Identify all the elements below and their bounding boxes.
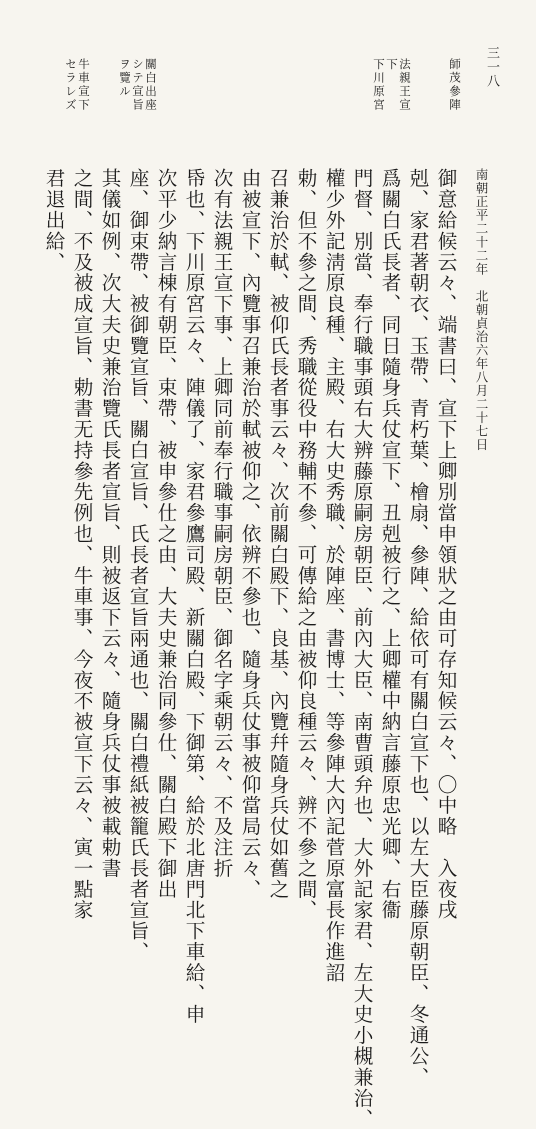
text-column: 御意給候云々、端書曰、宣下上卿別當申領狀之由可存知候云々、〇中略 入夜戌	[434, 168, 457, 921]
headnote-line: 牛車宣下	[77, 58, 91, 112]
headnote-line: 下川原宮	[372, 58, 386, 112]
headnote-2	[372, 58, 411, 112]
headnote-line: ヲ覽ル	[118, 58, 132, 99]
text-column: 帋也、下川原宮云々、陣儀了、家君參鷹司殿、新關白殿、下御第、給於北唐門北下車給、申	[182, 168, 205, 1025]
text-column: 門督、別當、奉行職事頭右大辨藤原嗣房朝臣、前內大臣、南曹頭弁也、大外記家君、左大史小槻兼治、	[350, 168, 373, 1129]
text-column: 召兼治於軾、被仰氏長者事云々、次前關白殿下、良基、內覽幷隨身兵仗如舊之	[266, 168, 289, 900]
text-column: 爲關白氏長者、同日隨身兵仗宣下、丑剋被行之、上卿權中納言藤原忠光卿、右衞	[378, 168, 401, 921]
text-column: 君退出給、	[42, 168, 65, 273]
headnote-line: セラレズ	[64, 58, 78, 112]
running-head: 南朝正平二十二年 北朝貞治六年八月二十七日	[474, 168, 489, 452]
text-column: 勅、但不參之間、秀職從役中務輔不參、可傳給之由被仰良種云々、辨不參之間、	[294, 168, 317, 921]
text-column: 由被宣下、內覽事召兼治於軾被仰之、依辨不參也、隨身兵仗事被仰當局云々、	[238, 168, 261, 900]
text-column: 權少外記淸原良種、主殿、右大史秀職、於陣座、書博士、等參陣大內記菅原富長作進詔	[322, 168, 345, 984]
headnote-line: シテ宣旨	[131, 58, 145, 112]
headnote-line: 關白出座	[144, 58, 158, 112]
headnote-3	[118, 58, 157, 112]
headnote-4	[64, 58, 90, 112]
headnote-line: 法親王宣	[398, 58, 412, 112]
text-column: 座、御束帶、被御覽宣旨、關白宣旨、氏長者宣旨兩通也、關白禮紙被籠氏長者宣旨、	[126, 168, 149, 963]
page-number: 三一八	[484, 46, 499, 88]
text-column: 次平少納言棟有朝臣、束帶、被申參仕之由、大夫史兼治同參仕、關白殿下御出	[154, 168, 177, 900]
headnote-line: 師茂參陣	[448, 58, 462, 112]
body-text	[36, 168, 457, 1129]
headnote-1	[448, 58, 461, 112]
headnote-line: 下	[385, 58, 399, 72]
text-column: 剋、家君著朝衣、玉帶、青朽葉、檜扇、參陣、給依可有關白宣下也、以左大臣藤原朝臣、冬通公、	[406, 168, 429, 1088]
text-column: 次有法親王宣下事、上卿同前奉行職事嗣房朝臣、御名字乘朝云々、不及注折	[210, 168, 233, 879]
text-column: 之間、不及被成宣旨、勅書无持參先例也、牛車事、今夜不被宣下云々、寅一點家	[70, 168, 93, 921]
text-column: 其儀如例、次大夫史兼治覽氏長者宣旨、則被返下云々、隨身兵仗事被載勅書	[98, 168, 121, 879]
